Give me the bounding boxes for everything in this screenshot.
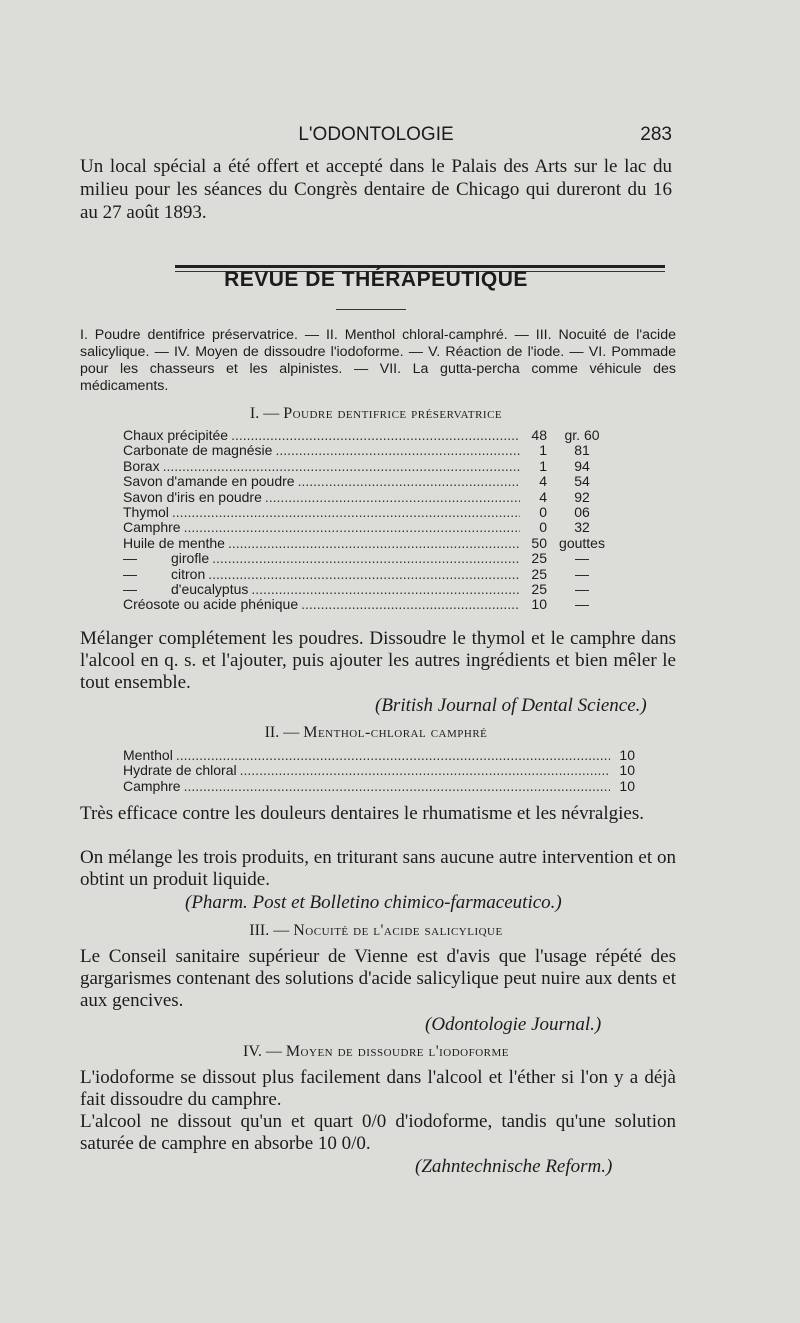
subheading-2-title: Menthol-chloral camphré: [303, 724, 488, 741]
recipe-1-row: [123, 536, 617, 551]
s4-text-1: L'iodoforme se dissout plus facilement dans l'alcool et l'éther si l'on y a déjà fait dissoudre du camphre.: [80, 1067, 676, 1110]
quantity-number: 4: [539, 473, 547, 490]
dot-leader: [212, 551, 520, 566]
ingredient-name: Camphre: [123, 519, 181, 536]
dot-leader: [265, 490, 520, 505]
quantity: 10: [619, 747, 635, 763]
quantity-unit: —: [575, 596, 589, 613]
dot-leader: [301, 597, 520, 612]
quantity: 10: [619, 762, 635, 779]
continuation-dash: —: [123, 550, 137, 567]
quantity-number: 10: [531, 596, 547, 613]
dot-leader: [163, 459, 520, 474]
recipe-1-row: [123, 459, 617, 474]
page-number: 283: [640, 124, 672, 145]
title-underline: [336, 309, 406, 310]
s3-citation: (Odontologie Journal.): [425, 1014, 602, 1035]
quantity-number: 25: [531, 550, 547, 567]
s4-text-2: L'alcool ne dissout qu'un et quart 0/0 d'iodoforme, tandis qu'une solution saturée de camphre en absorbe 10 0/0.: [80, 1111, 676, 1154]
dot-leader: [228, 536, 520, 551]
recipe-1-row: [123, 567, 617, 582]
s2-text-2: On mélange les trois produits, en triturant sans aucune autre intervention et on obtint un produit liquide.: [80, 847, 676, 890]
quantity-number: 0: [539, 503, 547, 520]
subheading-2-number: II. —: [264, 724, 300, 741]
dot-leader: [231, 428, 520, 443]
quantity-unit: —: [575, 565, 589, 582]
ingredient-name: Camphre: [123, 777, 181, 794]
quantity-unit: 92: [574, 488, 590, 505]
recipe-2-row: [123, 779, 635, 794]
subheading-3: [80, 922, 672, 940]
quantity-number: 0: [539, 519, 547, 536]
quantity-number: 25: [531, 565, 547, 582]
recipe-1-row: [123, 597, 617, 612]
continuation-dash: —: [123, 565, 137, 582]
recipe-2-row: [123, 763, 635, 778]
dot-leader: [184, 520, 520, 535]
recipe-2: [123, 748, 635, 794]
dot-leader: [298, 474, 520, 489]
s1-text: Mélanger complétement les poudres. Dissoudre le thymol et le camphre dans l'alcool en q. s. et l'ajouter, puis ajouter les autres ingrédients et bien mêler le tout ensemble.: [80, 628, 676, 693]
ingredient-name: Carbonate de magnésie: [123, 442, 273, 459]
ingredient-name: Menthol: [123, 747, 173, 763]
page-header: [80, 124, 672, 150]
s3-text: Le Conseil sanitaire supérieur de Vienne est d'avis que l'usage répété des gargarismes contenant des solutions d'acide salicylique peut nuire aux dents et aux gencives.: [80, 946, 676, 1011]
recipe-1-row: [123, 582, 617, 597]
quantity-number: 48: [531, 427, 547, 443]
quantity-unit: 81: [574, 442, 590, 459]
summary-paragraph: I. Poudre dentifrice préservatrice. — II. Menthol chloral-camphré. — III. Nocuité de l'acide salicylique. — IV. Moyen de dissoudre l'iodoforme. — V. Réaction de l'iode. — VI. Pommade pour les chasseurs et les alpinistes. — VII. La gutta-percha comme véhicule des médicaments.: [80, 327, 676, 394]
s1-citation: (British Journal of Dental Science.): [375, 695, 647, 716]
recipe-1-row: [123, 551, 617, 566]
quantity-unit: —: [575, 580, 589, 597]
ingredient-name: girofle —: [123, 550, 210, 567]
s4-citation: (Zahntechnische Reform.): [415, 1156, 613, 1177]
ingredient-name: Hydrate de chloral: [123, 762, 237, 779]
quantity: 10: [619, 777, 635, 794]
dot-leader: [208, 567, 520, 582]
dot-leader: [172, 505, 520, 520]
continuation-dash: —: [123, 580, 137, 597]
subheading-1-number: I. —: [249, 405, 280, 422]
ingredient-name: Chaux précipitée: [123, 427, 229, 443]
subheading-2: [80, 724, 672, 742]
subheading-1-title: Poudre dentifrice préservatrice: [283, 405, 503, 422]
ingredient-name: Savon d'iris en poudre: [123, 488, 262, 505]
dot-leader: [275, 443, 520, 458]
subheading-3-number: III. —: [249, 922, 290, 939]
s2-citation: (Pharm. Post et Bolletino chimico-farmaceutico.): [185, 892, 562, 913]
dot-leader: [184, 779, 610, 794]
recipe-1-row: [123, 490, 617, 505]
ingredient-name: citron —: [123, 565, 206, 582]
intro-paragraph: Un local spécial a été offert et accepté dans le Palais des Arts sur le lac du milieu pour les séances du Congrès dentaire de Chicago qui dureront du 16 au 27 août 1893.: [80, 156, 672, 223]
dot-leader: [240, 763, 610, 778]
quantity-unit: gr. 60: [564, 427, 600, 443]
subheading-4: [80, 1043, 672, 1061]
recipe-2-row: [123, 748, 635, 763]
subheading-4-title: Moyen de dissoudre l'iodoforme: [285, 1043, 509, 1060]
subheading-1: [80, 405, 672, 423]
quantity-unit: 32: [574, 519, 590, 536]
recipe-1: [123, 428, 617, 613]
s2-text-1: Très efficace contre les douleurs dentaires le rhumatisme et les névralgies.: [80, 803, 644, 824]
subheading-3-title: Nocuité de l'acide salicylique: [293, 922, 503, 939]
ingredient-name: d'eucalyptus —: [123, 580, 249, 597]
recipe-1-row: [123, 520, 617, 535]
dot-leader: [251, 582, 520, 597]
quantity-unit: —: [575, 550, 589, 567]
quantity-number: 4: [539, 488, 547, 505]
quantity-unit: gouttes: [559, 534, 605, 551]
quantity-number: 25: [531, 580, 547, 597]
quantity-number: 1: [539, 442, 547, 459]
ingredient-name: Thymol: [123, 503, 169, 520]
recipe-1-row: [123, 474, 617, 489]
dot-leader: [176, 748, 610, 763]
quantity-unit: 54: [574, 473, 590, 490]
quantity-number: 50: [531, 534, 547, 551]
section-title: REVUE DE THÉRAPEUTIQUE: [224, 268, 528, 291]
recipe-1-row: [123, 505, 617, 520]
recipe-1-row: [123, 428, 617, 443]
ingredient-name: Savon d'amande en poudre: [123, 473, 295, 490]
ingredient-name: Huile de menthe: [123, 534, 225, 551]
subheading-4-number: IV. —: [243, 1043, 282, 1060]
quantity-number: 1: [539, 457, 547, 474]
ingredient-name: Créosote ou acide phénique: [123, 596, 299, 613]
recipe-1-row: [123, 443, 617, 458]
quantity-unit: 06: [574, 503, 590, 520]
ingredient-name: Borax: [123, 457, 160, 474]
quantity-unit: 94: [574, 457, 590, 474]
running-title: L'ODONTOLOGIE: [298, 124, 454, 145]
